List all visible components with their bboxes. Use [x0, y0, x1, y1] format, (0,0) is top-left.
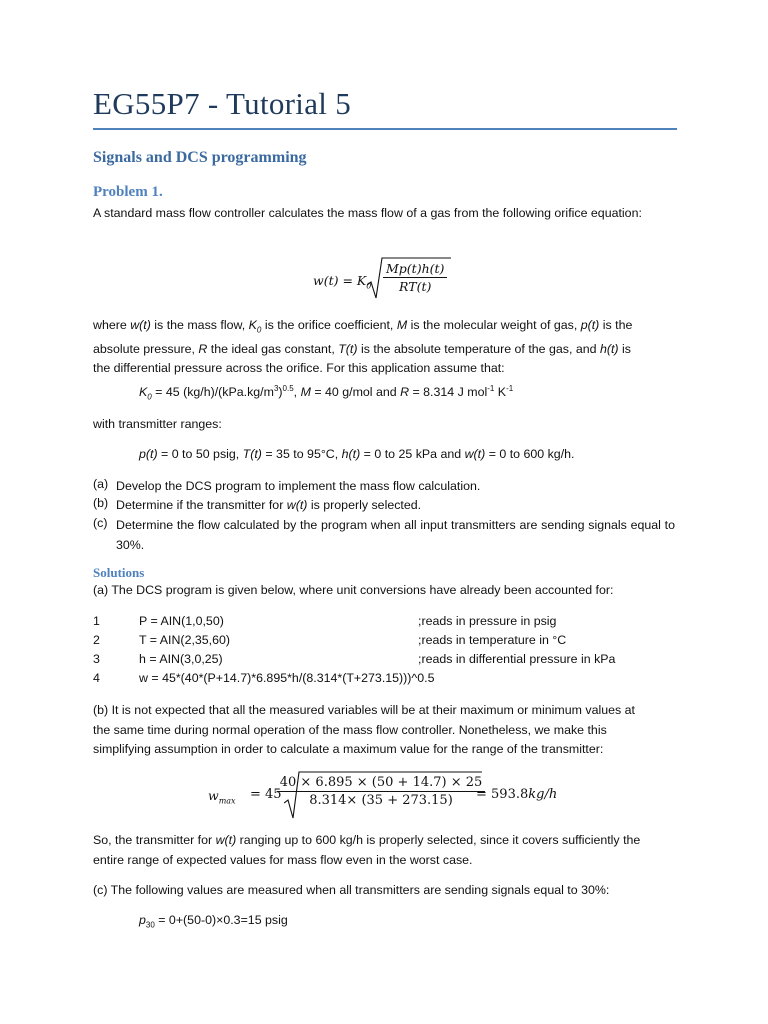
eq1-lhs: $w(t) = K_0$: [313, 273, 372, 291]
solutions-heading: Solutions: [93, 565, 145, 580]
program-statement: h = AIN(3,0,25): [139, 652, 223, 666]
conclusion-paragraph: So, the transmitter for w(t) ranging up to 600 kg/h is properly selected, since it covers sufficiently the entire range of expected values for mass flow even in the worst case.: [93, 833, 641, 867]
program-statement: P = AIN(1,0,50): [139, 614, 224, 628]
program-line-number: 3: [93, 652, 100, 666]
program-line-number: 1: [93, 614, 100, 628]
program-line-number: 2: [93, 633, 100, 647]
intro-paragraph: A standard mass flow controller calculates the mass flow of a gas from the following orifice equation:: [93, 206, 642, 220]
ranges-label: with transmitter ranges:: [93, 417, 222, 431]
program-comment: ;reads in differential pressure in kPa: [418, 652, 616, 666]
page-title: EG55P7 - Tutorial 5: [93, 86, 352, 121]
program-comment: ;reads in pressure in psig: [418, 614, 557, 628]
eq2-lhs: $w_{max}$: [208, 788, 236, 806]
eq2-coefficient: = 45: [250, 787, 282, 802]
question-text: Determine the flow calculated by the program when all input transmitters are sending signals equal to 30%.: [116, 518, 675, 552]
parameter-values: $K_0 = 45$ $(kg/h)/(kPa.kg/m^3)^{0.5}$, M = 40 g/mol and R = 8.314 J mol$^{-1}$ $K^{-1}$: [139, 384, 514, 402]
question-letter: (b): [93, 496, 109, 510]
solution-b-paragraph: (b) It is not expected that all the measured variables will be at their maximum or minimum values at the same time during normal operation of the mass flow controller. Nonetheless, we make this simplifying assumption in order to calculate a maximum value for the range of the transmitter:: [93, 703, 635, 756]
eq2-fraction: $\frac{40 \times 6.895 \times (50 + 14.7) \times 25}{8.314\times (35 + 273.15)}$: [288, 775, 474, 808]
section-heading: Signals and DCS programming: [93, 149, 307, 166]
question-text: Determine if the transmitter for w(t) is properly selected.: [116, 498, 422, 512]
program-comment: ;reads in temperature in °C: [418, 633, 567, 647]
program-statement: T = AIN(2,35,60): [139, 633, 231, 647]
p30-calculation: $p_{30} = 0+(50-0)\times 0.3=15$ psig: [139, 913, 288, 930]
problem-heading: Problem 1.: [93, 184, 163, 200]
program-statement: w = 45*(40*(P+14.7)*6.895*h/(8.314*(T+273.15)))^0.5: [139, 671, 435, 685]
question-text: Develop the DCS program to implement the mass flow calculation.: [116, 479, 481, 493]
wmax-equation: [208, 770, 568, 822]
definitions-paragraph: where w(t) is the mass flow, $K_0$ is the orifice coefficient, M is the molecular weight of gas, p(t) is the absolute pressure, R the ideal gas constant, T(t) is the absolute temperature of the gas, and h(t) is the differential pressure across the orifice. For this application assume that:: [93, 318, 633, 376]
question-letter: (a): [93, 477, 109, 491]
transmitter-ranges: p(t) = 0 to 50 psig, T(t) = 35 to 95°C, h(t) = 0 to 25 kPa and w(t) = 0 to 600 kg/h.: [139, 447, 575, 461]
eq1-fraction: $\frac{Mp(t)h(t)}{RT(t)}$: [383, 261, 447, 294]
solution-a-text: (a) The DCS program is given below, where unit conversions have already been accounted for:: [93, 583, 614, 597]
eq2-result: = 593.8kg/h: [476, 787, 558, 802]
question-letter: (c): [93, 516, 108, 530]
program-line-number: 4: [93, 671, 100, 685]
title-divider: [93, 128, 677, 130]
solution-c-text: (c) The following values are measured when all transmitters are sending signals equal to 30%:: [93, 883, 610, 897]
